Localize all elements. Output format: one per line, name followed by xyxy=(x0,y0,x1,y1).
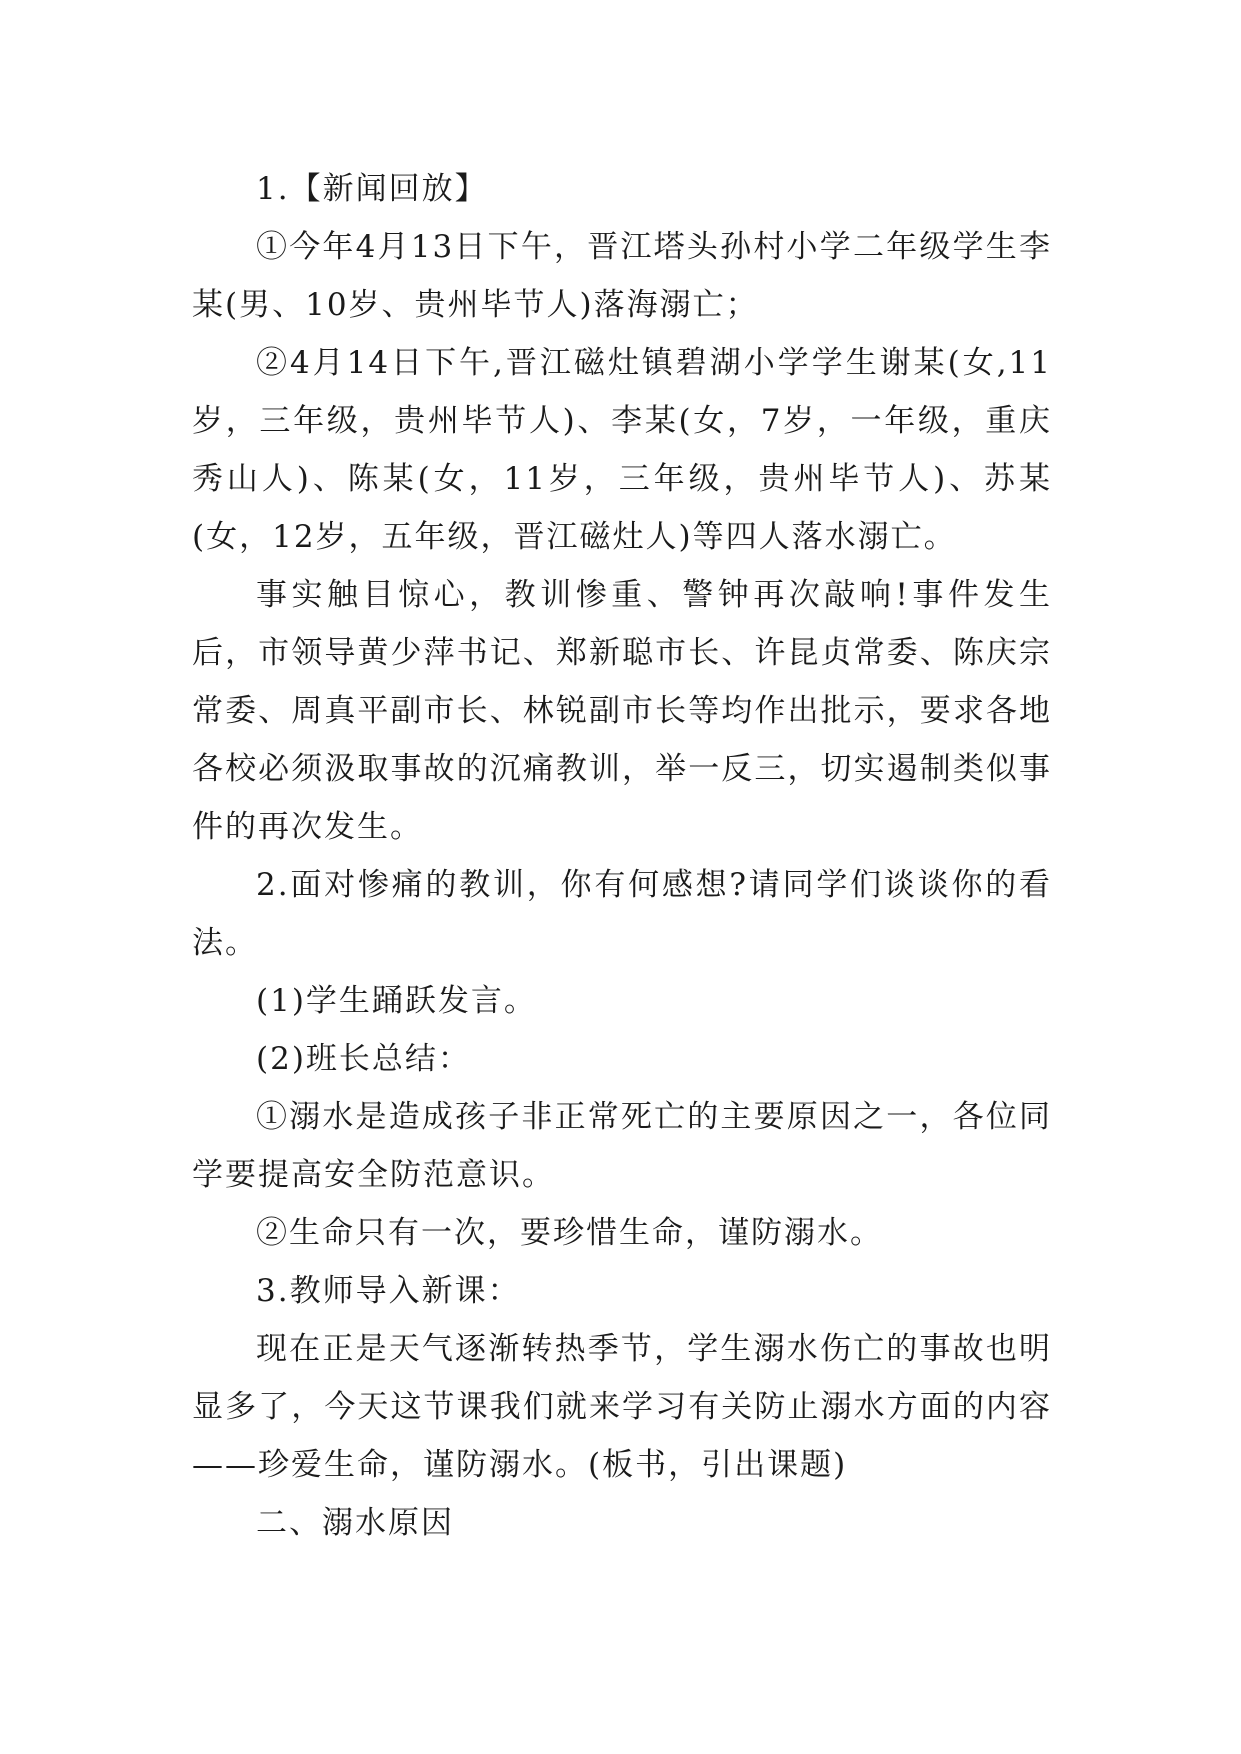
paragraph-news-review-heading: 1.【新闻回放】 xyxy=(256,171,488,207)
paragraph-incident-2: ②4月14日下午,晋江磁灶镇碧湖小学学生谢某(女,11岁，三年级，贵州毕节人)、李某(女，7岁，一年级，重庆秀山人)、陈某(女，11岁，三年级，贵州毕节人)、苏某(女，12岁，五年级，晋江磁灶人)等四人落水溺亡。 xyxy=(192,345,1052,555)
paragraph-incident-1: ①今年4月13日下午，晋江塔头孙村小学二年级学生李某(男、10岁、贵州毕节人)落海溺亡； xyxy=(192,229,1052,323)
paragraph-students-speak: (1)学生踊跃发言。 xyxy=(256,983,537,1019)
paragraph-summary-point-2: ②生命只有一次，要珍惜生命，谨防溺水。 xyxy=(256,1215,883,1251)
paragraph-monitor-summary: (2)班长总结： xyxy=(256,1041,471,1077)
paragraph-leaders-instructions: 事实触目惊心，教训惨重、警钟再次敲响!事件发生后，市领导黄少萍书记、郑新聪市长、许昆贞常委、陈庆宗常委、周真平副市长、林锐副市长等均作出批示，要求各地各校必须汲取事故的沉痛教训，举一反三，切实遏制类似事件的再次发生。 xyxy=(192,577,1052,845)
paragraph-summary-point-1: ①溺水是造成孩子非正常死亡的主要原因之一，各位同学要提高安全防范意识。 xyxy=(192,1099,1052,1193)
paragraph-teacher-intro: 现在正是天气逐渐转热季节，学生溺水伤亡的事故也明显多了，今天这节课我们就来学习有关防止溺水方面的内容——珍爱生命，谨防溺水。(板书，引出课题) xyxy=(192,1331,1052,1483)
paragraph-teacher-intro-heading: 3.教师导入新课： xyxy=(256,1273,521,1309)
paragraph-discussion-question: 2.面对惨痛的教训，你有何感想?请同学们谈谈你的看法。 xyxy=(192,867,1052,961)
section-heading-drowning-causes: 二、溺水原因 xyxy=(256,1505,454,1541)
document-body xyxy=(192,160,1052,1552)
